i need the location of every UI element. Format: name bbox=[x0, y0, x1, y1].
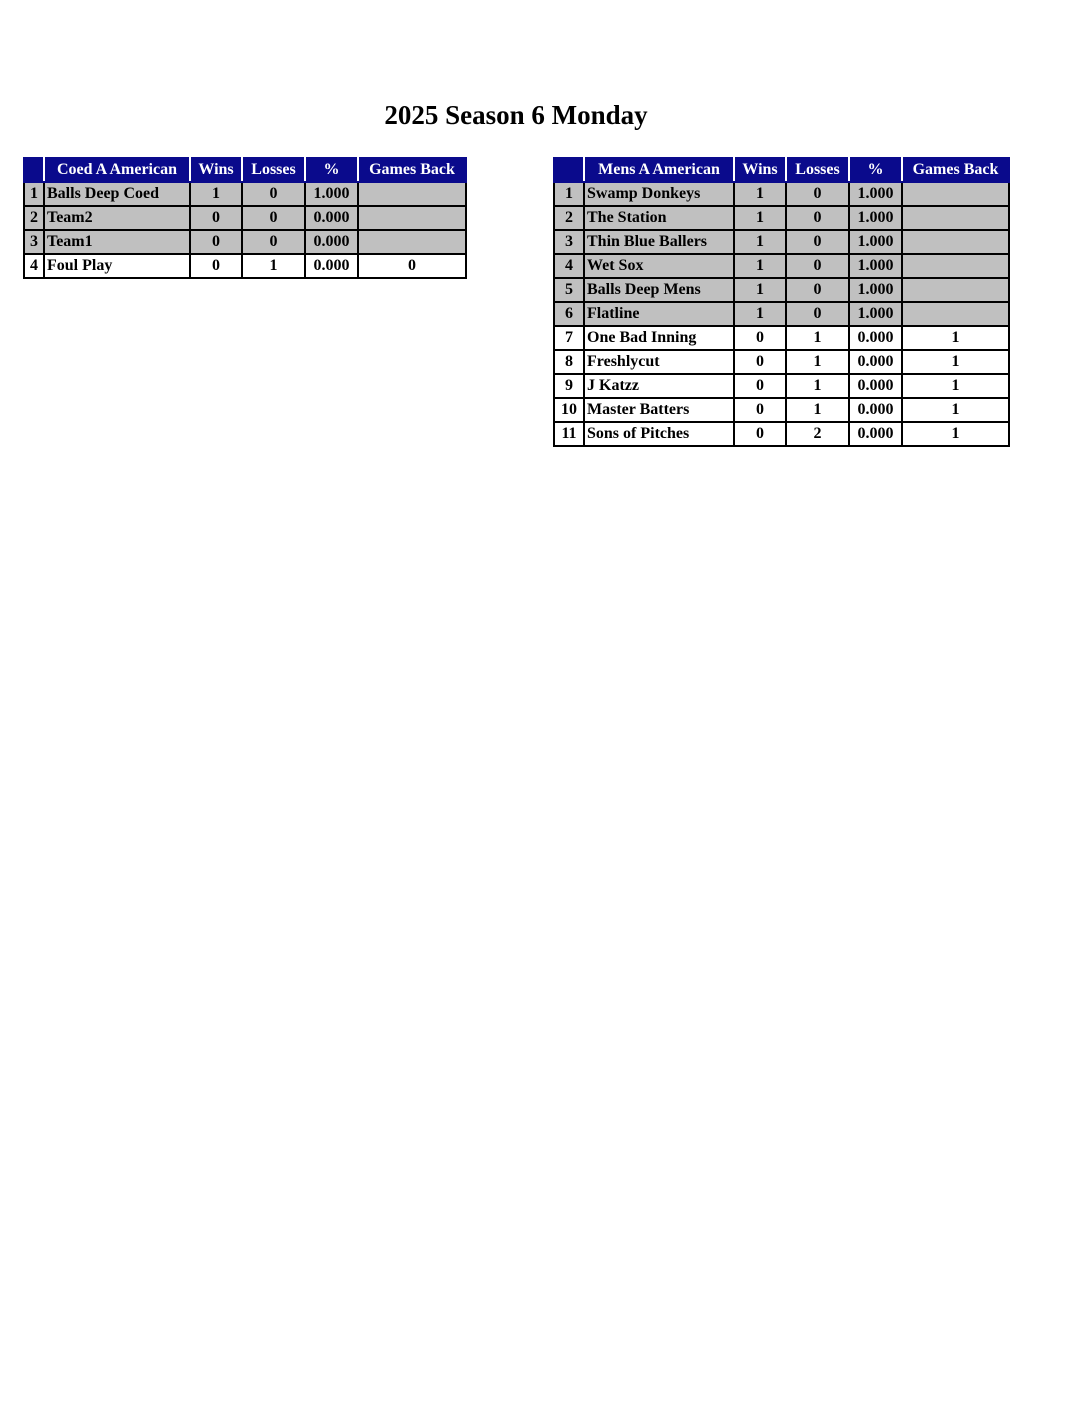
header-wins: Wins bbox=[190, 158, 242, 182]
win-pct-cell: 1.000 bbox=[849, 302, 902, 326]
wins-cell: 1 bbox=[734, 182, 786, 206]
wins-cell: 0 bbox=[734, 422, 786, 446]
losses-cell: 1 bbox=[786, 350, 849, 374]
losses-cell: 0 bbox=[242, 182, 305, 206]
team-name-cell: J Katzz bbox=[584, 374, 734, 398]
win-pct-cell: 1.000 bbox=[849, 206, 902, 230]
header-division: Mens A American bbox=[584, 158, 734, 182]
wins-cell: 1 bbox=[734, 206, 786, 230]
losses-cell: 1 bbox=[786, 326, 849, 350]
games-back-cell: 1 bbox=[902, 326, 1009, 350]
win-pct-cell: 0.000 bbox=[849, 422, 902, 446]
win-pct-cell: 0.000 bbox=[849, 398, 902, 422]
rank-cell: 2 bbox=[24, 206, 44, 230]
team-name-cell: Flatline bbox=[584, 302, 734, 326]
team-name-cell: Wet Sox bbox=[584, 254, 734, 278]
losses-cell: 0 bbox=[786, 230, 849, 254]
games-back-cell: 0 bbox=[358, 254, 466, 278]
team-name-cell: The Station bbox=[584, 206, 734, 230]
team-name-cell: Team1 bbox=[44, 230, 190, 254]
team-name-cell: One Bad Inning bbox=[584, 326, 734, 350]
table-row bbox=[554, 278, 1009, 302]
games-back-cell bbox=[902, 254, 1009, 278]
rank-cell: 6 bbox=[554, 302, 584, 326]
team-name-cell: Team2 bbox=[44, 206, 190, 230]
games-back-cell bbox=[902, 278, 1009, 302]
losses-cell: 0 bbox=[786, 302, 849, 326]
header-wins: Wins bbox=[734, 158, 786, 182]
coed-a-american-standings-table bbox=[23, 157, 467, 279]
rank-cell: 4 bbox=[554, 254, 584, 278]
win-pct-cell: 0.000 bbox=[849, 374, 902, 398]
losses-cell: 1 bbox=[242, 254, 305, 278]
table-row bbox=[554, 254, 1009, 278]
table-row bbox=[554, 374, 1009, 398]
games-back-cell bbox=[902, 206, 1009, 230]
win-pct-cell: 1.000 bbox=[849, 230, 902, 254]
header-rank bbox=[554, 158, 584, 182]
rank-cell: 3 bbox=[554, 230, 584, 254]
win-pct-cell: 1.000 bbox=[849, 254, 902, 278]
team-name-cell: Freshlycut bbox=[584, 350, 734, 374]
header-rank bbox=[24, 158, 44, 182]
wins-cell: 1 bbox=[734, 254, 786, 278]
team-name-cell: Foul Play bbox=[44, 254, 190, 278]
table-row bbox=[24, 254, 466, 278]
rank-cell: 10 bbox=[554, 398, 584, 422]
rank-cell: 5 bbox=[554, 278, 584, 302]
table-row bbox=[554, 350, 1009, 374]
wins-cell: 1 bbox=[734, 278, 786, 302]
wins-cell: 1 bbox=[734, 302, 786, 326]
table-row bbox=[554, 422, 1009, 446]
table-header-row bbox=[554, 158, 1009, 182]
team-name-cell: Thin Blue Ballers bbox=[584, 230, 734, 254]
losses-cell: 1 bbox=[786, 398, 849, 422]
win-pct-cell: 0.000 bbox=[305, 206, 358, 230]
losses-cell: 0 bbox=[786, 206, 849, 230]
games-back-cell bbox=[902, 302, 1009, 326]
wins-cell: 1 bbox=[734, 230, 786, 254]
header-division: Coed A American bbox=[44, 158, 190, 182]
games-back-cell bbox=[358, 230, 466, 254]
games-back-cell bbox=[358, 206, 466, 230]
games-back-cell: 1 bbox=[902, 398, 1009, 422]
rank-cell: 1 bbox=[24, 182, 44, 206]
table-row bbox=[554, 302, 1009, 326]
games-back-cell: 1 bbox=[902, 422, 1009, 446]
table-row bbox=[24, 182, 466, 206]
games-back-cell: 1 bbox=[902, 374, 1009, 398]
win-pct-cell: 1.000 bbox=[849, 182, 902, 206]
games-back-cell bbox=[902, 182, 1009, 206]
wins-cell: 0 bbox=[190, 230, 242, 254]
table-row bbox=[554, 230, 1009, 254]
wins-cell: 0 bbox=[190, 254, 242, 278]
losses-cell: 0 bbox=[242, 230, 305, 254]
win-pct-cell: 1.000 bbox=[849, 278, 902, 302]
rank-cell: 1 bbox=[554, 182, 584, 206]
team-name-cell: Swamp Donkeys bbox=[584, 182, 734, 206]
team-name-cell: Master Batters bbox=[584, 398, 734, 422]
mens-a-american-standings-table bbox=[553, 157, 1010, 447]
table-row bbox=[554, 326, 1009, 350]
table-row bbox=[24, 230, 466, 254]
losses-cell: 0 bbox=[786, 182, 849, 206]
team-name-cell: Balls Deep Coed bbox=[44, 182, 190, 206]
wins-cell: 0 bbox=[190, 206, 242, 230]
losses-cell: 1 bbox=[786, 374, 849, 398]
table-header-row bbox=[24, 158, 466, 182]
wins-cell: 0 bbox=[734, 374, 786, 398]
losses-cell: 2 bbox=[786, 422, 849, 446]
games-back-cell bbox=[902, 230, 1009, 254]
win-pct-cell: 0.000 bbox=[305, 254, 358, 278]
losses-cell: 0 bbox=[786, 278, 849, 302]
rank-cell: 4 bbox=[24, 254, 44, 278]
win-pct-cell: 0.000 bbox=[305, 230, 358, 254]
rank-cell: 11 bbox=[554, 422, 584, 446]
win-pct-cell: 0.000 bbox=[849, 350, 902, 374]
header-pct: % bbox=[849, 158, 902, 182]
header-games-back: Games Back bbox=[358, 158, 466, 182]
table-row bbox=[554, 182, 1009, 206]
games-back-cell: 1 bbox=[902, 350, 1009, 374]
rank-cell: 2 bbox=[554, 206, 584, 230]
losses-cell: 0 bbox=[242, 206, 305, 230]
page-title: 2025 Season 6 Monday bbox=[384, 100, 648, 130]
team-name-cell: Balls Deep Mens bbox=[584, 278, 734, 302]
wins-cell: 1 bbox=[190, 182, 242, 206]
rank-cell: 8 bbox=[554, 350, 584, 374]
rank-cell: 7 bbox=[554, 326, 584, 350]
win-pct-cell: 0.000 bbox=[849, 326, 902, 350]
games-back-cell bbox=[358, 182, 466, 206]
header-pct: % bbox=[305, 158, 358, 182]
wins-cell: 0 bbox=[734, 350, 786, 374]
table-row bbox=[554, 398, 1009, 422]
table-row bbox=[24, 206, 466, 230]
losses-cell: 0 bbox=[786, 254, 849, 278]
header-losses: Losses bbox=[242, 158, 305, 182]
header-losses: Losses bbox=[786, 158, 849, 182]
wins-cell: 0 bbox=[734, 326, 786, 350]
wins-cell: 0 bbox=[734, 398, 786, 422]
table-row bbox=[554, 206, 1009, 230]
header-games-back: Games Back bbox=[902, 158, 1009, 182]
team-name-cell: Sons of Pitches bbox=[584, 422, 734, 446]
win-pct-cell: 1.000 bbox=[305, 182, 358, 206]
rank-cell: 3 bbox=[24, 230, 44, 254]
rank-cell: 9 bbox=[554, 374, 584, 398]
